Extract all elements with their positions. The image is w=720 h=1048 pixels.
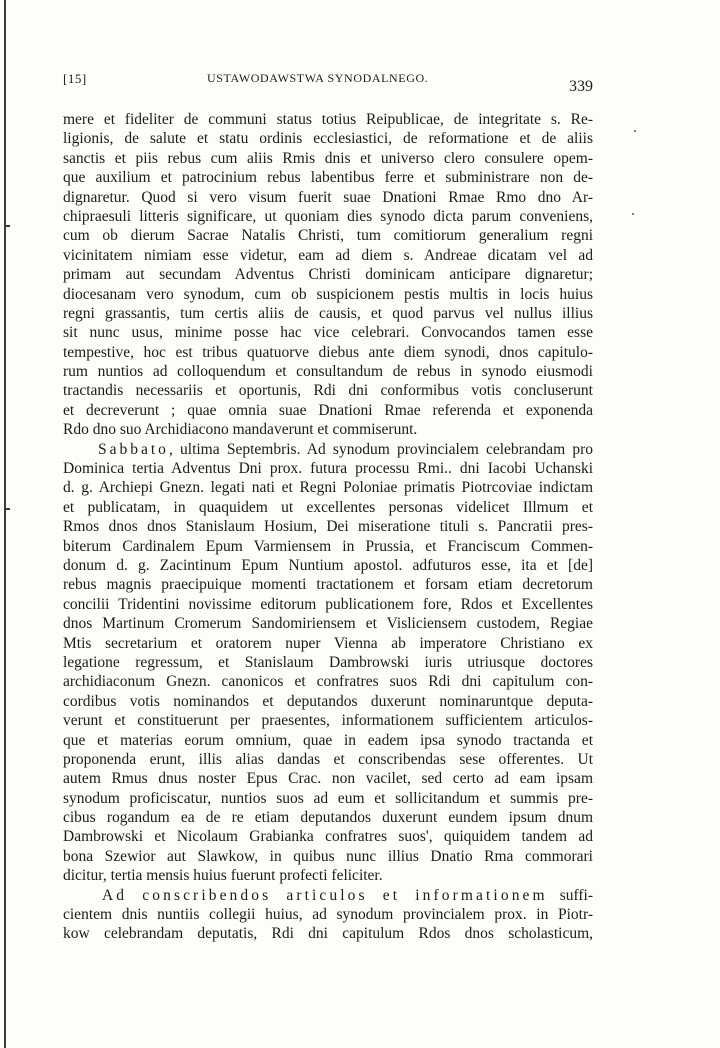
text-line: vicinitatem nimiam esse videtur, eam ad diem s. Andreae dicatam vel ad — [63, 246, 593, 264]
text-line: archidiaconum Gnezn. canonicos et confratres suos Rdi dni capitulum con- — [63, 673, 593, 691]
gutter-mark — [5, 508, 10, 510]
text-line: bona Szewior aut Slawkow, in quibus nunc illius Dnatio Rma commorari — [63, 847, 593, 865]
text-line: cientem dnis nuntiis collegii huius, ad synodum provincialem prox. in Piotr- — [63, 906, 593, 924]
text-line: dicitur, tertia mensis huius fuerunt profecti feliciter. — [63, 867, 383, 885]
text-line: Dominica tertia Adventus Dni prox. futura processu Rmi.. dni Iacobi Uchanski — [63, 460, 593, 478]
text-line: Rmos dnos dnos Stanislaum Hosium, Dei miseratione tituli s. Pancratii pres- — [63, 518, 593, 536]
text-line: et decreverunt ; quae omnia suae Dnationi Rmae referenda et exponenda — [63, 401, 593, 419]
text-line: rebus magnis praecipuique momenti tractationem et forsam etiam decretorum — [63, 576, 593, 594]
page-gutter-edge — [4, 0, 6, 1048]
spaced-lead-word: Sabbato — [98, 440, 169, 458]
text-line: sanctis et piis rebus cum aliis Rmis dnis et universo clero consulere opem- — [63, 149, 593, 167]
scan-speck — [632, 213, 634, 215]
scan-speck — [634, 130, 636, 132]
gutter-mark — [5, 225, 10, 227]
line-text: suffi- — [547, 886, 593, 904]
text-line: concilii Tridentini novissime editorum publicationem fore, Rdos et Excellentes — [63, 595, 593, 613]
text-line: biterum Cardinalem Epum Varmiensem in Prussia, et Franciscum Commen- — [63, 537, 593, 555]
text-line: que et materias eorum omnium, quae in eadem ipsa synodo tractanda et — [63, 731, 593, 749]
text-line: tempestive, hoc est tribus quatuorve diebus ante diem synodi, dnos capitulo- — [63, 343, 593, 361]
text-line: Dambrowski et Nicolaum Grabianka confratres suos', quiquidem tandem ad — [63, 828, 593, 846]
text-line: kow celebrandam deputatis, Rdi dni capitulum Rdos dnos scholasticum, — [63, 925, 593, 943]
paragraph-first-line — [63, 440, 593, 459]
text-line: cibus rogandum ea de re etiam deputandos duxerunt eundem ipsum dnum — [63, 809, 593, 827]
text-line: verunt et constituerunt per praesentes, informationem sufficientem articulos- — [63, 712, 593, 730]
page-number: 339 — [569, 78, 593, 95]
text-line: cordibus votis nominandos et deputandos duxerunt nominaruntque deputa- — [63, 692, 593, 710]
text-line: mere et fideliter de communi status totius Reipublicae, de integritate s. Re- — [63, 111, 593, 128]
text-line: tractandis necessariis et oportunis, Rdi dni conformibus votis concluserunt — [63, 382, 593, 400]
text-line: dnos Martinum Cromerum Sandomiriensem et Visliciensem custodem, Regiae — [63, 615, 593, 633]
text-line: synodum proficiscatur, nuntios suos ad eum et sollicitandum et summis pre- — [63, 789, 593, 807]
spaced-lead-phrase: Ad conscribendos articulos et informationem — [102, 886, 548, 904]
text-line: Rdo dno suo Archidiacono mandaverunt et commiserunt. — [63, 421, 418, 439]
folio-number: [15] — [63, 71, 87, 86]
text-line: cum ob dierum Sacrae Natalis Christi, tum comitiorum generalium regni — [63, 227, 593, 245]
text-line: Mtis secretarium et oratorem nuper Vienna ab imperatore Christiano ex — [63, 634, 593, 652]
text-line: legatione regressum, et Stanislaum Dambrowski iuris utriusque doctores — [63, 653, 593, 671]
text-line: donum d. g. Zacintinum Epum Nuntium apostol. adfuturos esse, ita et [de] — [63, 556, 593, 574]
paragraph-first-line — [63, 886, 593, 905]
text-line: primam aut secundam Adventus Christi dominicam anticipare dignaretur; — [63, 266, 593, 284]
text-line: chipraesuli litteris significare, ut quoniam dies synodo dicta parum conveniens, — [63, 207, 593, 225]
text-line: que auxilium et patrocinium rebus labentibus ferre et subministrare non de- — [63, 169, 593, 187]
text-line: autem Rmus dnus noster Epus Crac. non vacilet, sed certo ad eam ipsam — [63, 770, 593, 788]
line-text: , ultima Septembris. Ad synodum provincialem celebrandam pro — [168, 440, 593, 458]
text-line: dignaretur. Quod si vero visum fuerit suae Dnationi Rmae Rmo dno Ar- — [63, 188, 593, 206]
text-line: rum nuntios ad colloquendum et consultandum de rebus in synodo eiusmodi — [63, 363, 593, 381]
text-line: diocesanam vero synodum, cum ob suspicionem pestis multis in locis huius — [63, 285, 593, 303]
running-title: USTAWODAWSTWA SYNODALNEGO. — [207, 71, 429, 85]
text-line: sit nunc usus, minime posse hac vice celebrari. Convocandos tamen esse — [63, 324, 593, 342]
text-line: ligionis, de salute et statu ordinis ecclesiastici, de reformatione et de aliis — [63, 130, 593, 148]
text-line: proponenda erunt, illis alias dandas et conscribendas sese offerentes. Ut — [63, 750, 593, 768]
text-line: et publicatam, in quaquidem ut excellentes personas videlicet Illmum et — [63, 498, 593, 516]
text-line: d. g. Archiepi Gnezn. legati nati et Regni Poloniae primatis Piotrcoviae indictam — [63, 479, 593, 497]
body-text — [63, 110, 593, 944]
text-line: regni grassantis, tum certis aliis de causis, et quod parvus vel nullus illius — [63, 304, 593, 322]
